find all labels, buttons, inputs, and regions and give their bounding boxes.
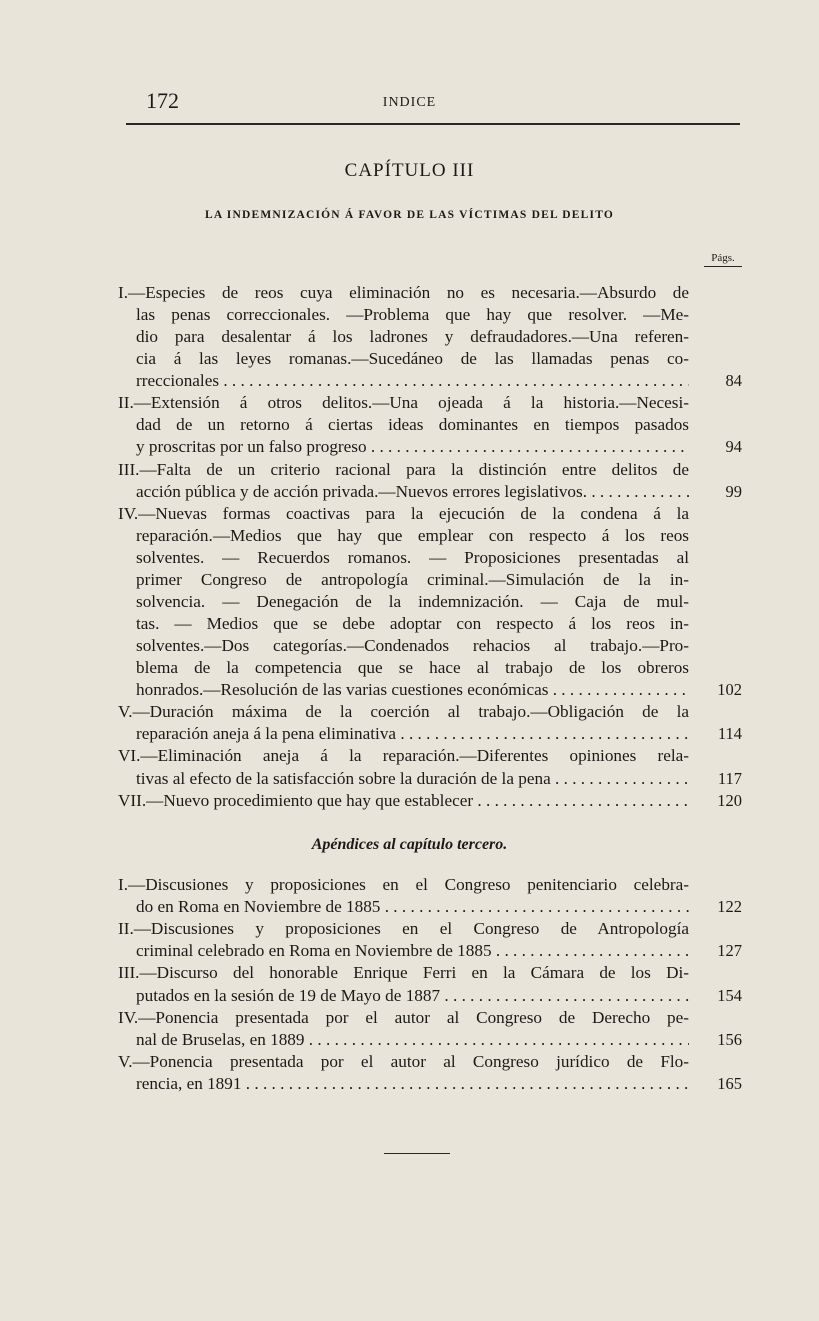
entry-line: solvencia. — Denegación de la indemnización. — Caja de mul- [136,591,689,611]
entry-line: VI.—Eliminación aneja á la reparación.—Diferentes opiniones rela- [118,746,689,766]
entry-line: y proscritas por un falso progreso . . . [136,436,689,458]
entry-line: I.—Especies de reos cuya eliminación no es necesaria.—Absurdo de [118,283,689,302]
entry-page-number: 99 [725,481,742,501]
entry-page-number: 84 [725,371,742,391]
entry-page-number: 102 [717,680,742,700]
entry-line: putados en la sesión de 19 de Mayo de 1887 . . . [136,985,689,1007]
entry-page-number: 94 [725,437,742,457]
page-number: 172 [146,88,179,113]
entry-line: tivas al efecto de la satisfacción sobre la duración de la pena . . . [136,768,689,790]
entry-line: tas. — Medios que se debe adoptar con respecto á los reos in- [136,614,689,634]
entry-line: criminal celebrado en Roma en Noviembre de 1885 . . . [136,940,689,962]
entry-page-number: 127 [717,941,742,961]
entry-line: primer Congreso de antropología criminal.—Simulación de la in- [136,569,689,589]
entry-line: nal de Bruselas, en 1889 . . . [136,1029,689,1051]
entry-line: rreccionales . . . [136,370,689,392]
entry-line: las penas correccionales. —Problema que hay que resolver. —Me- [136,305,689,325]
entry-line: cia á las leyes romanas.—Sucedáneo de las llamadas penas co- [136,349,689,369]
entry-line: VII.—Nuevo procedimiento que hay que establecer . . . [118,790,689,812]
entry-line: III.—Discurso del honorable Enrique Ferri en la Cámara de los Di- [118,963,689,983]
running-header: INDICE [382,95,437,110]
chapter-subtitle: LA INDEMNIZACIÓN Á FAVOR DE LAS VÍCTIMAS DEL DELITO [204,209,615,221]
entry-line: solventes.—Dos categorías.—Condenados rehacios al trabajo.—Pro- [136,636,689,656]
entry-page-number: 117 [717,768,742,788]
entry-page-number: 122 [717,897,742,917]
entry-line: IV.—Ponencia presentada por el autor al Congreso de Derecho pe- [118,1007,689,1027]
entry-line: III.—Falta de un criterio racional para la distinción entre delitos de [118,459,689,479]
pages-column-label: Págs. [704,250,742,267]
chapter-heading: CAPÍTULO III [344,160,475,181]
entry-line: reparación.—Medios que hay que emplear con respecto á los reos [136,525,689,545]
entry-line: do en Roma en Noviembre de 1885 . . . [136,896,689,918]
entry-page-number: 114 [717,724,742,744]
entry-line: dad de un retorno á ciertas ideas dominantes en tiempos pasados [136,415,689,435]
appendix-heading: Apéndices al capítulo tercero. [311,836,508,853]
entry-line: I.—Discusiones y proposiciones en el Congreso penitenciario celebra- [118,875,689,894]
entry-line: honrados.—Resolución de las varias cuestiones económicas . . . [136,679,689,701]
header-rule [126,123,740,125]
entry-line: V.—Duración máxima de la coerción al trabajo.—Obligación de la [118,702,689,722]
entry-line: acción pública y de acción privada.—Nuevos errores legislativos. . . . [136,481,689,503]
entry-line: reparación aneja á la pena eliminativa . . . [136,723,689,745]
entry-line: II.—Extensión á otros delitos.—Una ojeada á la historia.—Necesi- [118,393,689,413]
entry-page-number: 154 [717,985,742,1005]
entry-line: IV.—Nuevas formas coactivas para la ejecución de la condena á la [118,503,689,523]
entry-line: II.—Discusiones y proposiciones en el Congreso de Antropología [118,919,689,939]
entry-line: dio para desalentar á los ladrones y defraudadores.—Una referen- [136,327,689,347]
entry-line: blema de la competencia que se hace al trabajo de los obreros [136,658,689,678]
entry-line: rencia, en 1891 . . . [136,1073,689,1095]
entry-line: solventes. — Recuerdos romanos. — Proposiciones presentadas al [136,547,689,567]
closing-rule [384,1153,450,1154]
entry-page-number: 156 [717,1029,742,1049]
entry-line: V.—Ponencia presentada por el autor al Congreso jurídico de Flo- [118,1051,689,1071]
entry-page-number: 165 [717,1073,742,1093]
entry-page-number: 120 [717,790,742,810]
